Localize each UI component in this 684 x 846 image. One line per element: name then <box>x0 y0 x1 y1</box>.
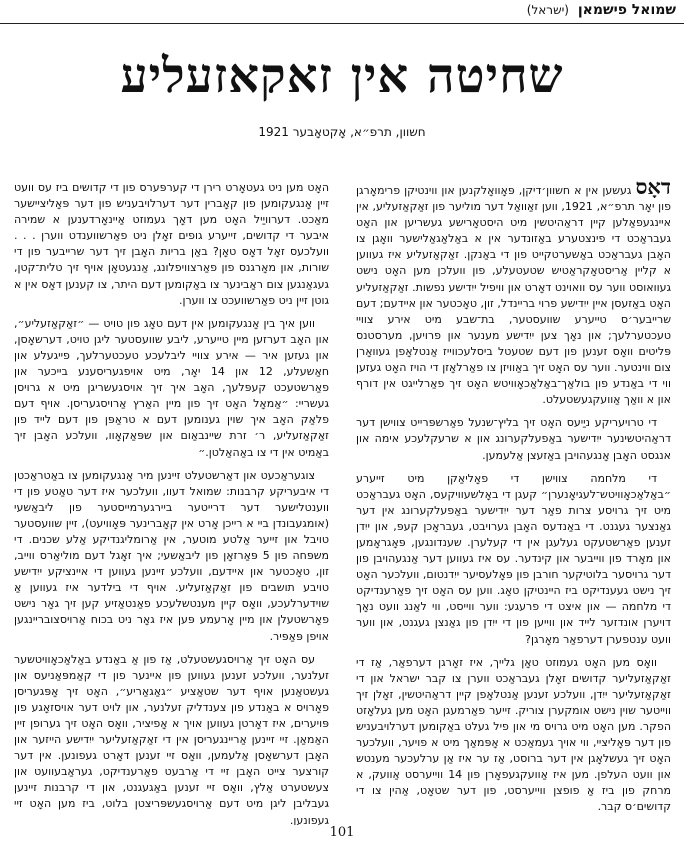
drop-cap: דאָס <box>635 180 671 199</box>
paragraph: וואָס מען האָט געמוזט טאָן גלייך, איז זאָרגן דערפאַר, אַז די זאַקאַזעליער קדושים זאָלן געבראַכט ווערן צו קבר ישראל און די זאַקאַזעליער ייִדן, וועלכע זענען אַנטלאָפן קיין דראַהיטשין, זאָלן זיך ווייטער שוין נישט אומקערן צוריק. זייער פאַרמעגן האָט מען געלאָזט הפקר. מען האָט מיט גרויס מי און פיל געלט באַקומען דערלויבעניש פון דער פּאָליציי, ווי אויך געמאַכט א אָפּמאַך מיט א פויער, וועלכער האָט זיך געשלאָגן אין דער ברוסט, אַז ער איז אַן ערלעכער מענטש און וועט העלפן. מען איז אַוועקגעפאָרן פון 14 ווייערסט אַוועק, א מרחק פון ביז אַ פופצן ווייערסט, פון דער שטאָט, אַהין צו די קדושים׳ס קבר. <box>356 655 671 814</box>
author-name: שמואל פישמאן <box>577 2 676 18</box>
page-number: 101 <box>329 825 355 840</box>
text-column-right <box>356 180 671 825</box>
header-rule <box>0 23 684 24</box>
paragraph: די טרויעריקע ניַיעס האָט זיך בליץ־שנעל פאַרשפּרייט צווישן דער דראַהיטשינער ייִדישער באַפעלקערונג און א שרעקלעכע אימה און אנגסט האָבן אָנגעהויבן באַזעצן אַלעמען. <box>356 416 671 462</box>
paragraph-text: געשען אין א חשוון׳דיקן, פּאָוואָלקנען און ווינטיקן פרימאָרגן פון יאָר תרפ״א, 1921, ווען זאַוואַל דער מוליער פון זאַקאַזעליע, אין איינגעפאַלען קיין דראַהיטשין מיט היסטאָרישע געשריען און האָט געבראַכט די פינצטערע באַזונדער אין א באַלאַגאַלישער וואָגן צו האָבן געבראַכט באַשערטקייט פון די באַנקן. זאַקאַזעליע איז געווען א קליין אַריסטאָקראַטיש שטעטעלע, פון וועלכן מען האָט נישט געוואוסט ווער עס וואוינט דאָרט און וויפיל ייִדישע נפשות. זאַקאַזעליע האָט באַזעסן איין ייִדישע פרוי בריינדל, זון, טאָכטער און איידעם; דעם שרייבער׳ס טייערע שוועסטער, בת־שבע מיט אירע צוויי טעכטערלעך; און נאָך צען ייִדישע מענער און פרויען, מערסטנס פּליטים וואָס זענען פון דעם שטעטל ביסלעכווייז אַנטלאָפן געוואָרן צום ווינטער. ווער עס האָט זיך באַוויזן צו פאַרלאָזן די הויז האָט געזען ווי די באַנדע פון בולאַך־באַלאַכאָוויטש האָט זיך פאַרלייגט אין דורף און א וואַך אַוועקגעשטעלט. <box>356 184 671 407</box>
paragraph: ווען איך בין אָנגעקומען אין דעם טאָג פון טויט — ״זאַקאַזעליע״, און האָב דערזען מיין טייערע, ליבע שוועסטער ליגן טויט, דערשאָסן, און געזען איר — אירע צוויי ליבלעכע טעכטערלעך, פייגעלע און חאַשעלע, 12 און 14 יאָר, מיט אויפגעריסענע בייכער און פאַרשטעכט קעפּלעך, האָב איך זיך אויסגעשריגן מיט א גרויסן געשריי: ״אַמאָל האָט זיך פון מיין האַרץ אַרויסגעריסן. אויף דעם פלאַק האָב איך שוין גענומען דעם א טראַפּן פון דעם לייד פון זאַקאַזעליע, ר׳ זרת שיינבאַום און שפּאַקאָוו, וועלכע האָבן זיך באַמיט אין די צו באַהאַלטן.״ <box>14 316 329 459</box>
text-column-left <box>14 180 329 825</box>
paragraph: האָט מען ניט געטאָרט רירן די קערפּערס פון די קדושים ביז עס וועט זיין אָנגעקומען פון קאָברין דער דערלויבעניש פון דער פּאָליציישער מאַכט. דערוויַיל האָט מען דאָך געמוזט אַיינאָרדענען א שמירה איבער די קדושים, זייערע גופים זאָלן ניט פאַרשווענדט ווערן . . . וועלכעס זאָל דאָס טאָן? באַן בריות האָבן זיך דער שרייבער פון די שורות, און מאָרגנס פון פאַרצוויפלונג, אַנגעטאָן אויף זיך טלית־קטן, געגאַנגען צום ראַבינער צו באַקומען דעם היתר, צו קענען דאָס אין א גוטן זיין ניט פאַרשוועכט צו ווערן. <box>14 181 329 307</box>
paragraph: צוגעראַכעט און דאַרשטעלט זיינען מיר אָנגעקומען צו באַטראַכטן די איבעריקע קרבנות: שמואל דעוו, וועלכער איז דער טאַטע פון די ווענטלישער דער דרייטער ביירגערמייסטער פון ליבאַשעי (אומגעבונדן ביי א רייכן אָרט אין קאָברינער פּאָוויעט), זיין שוועסטער טויבל און זייער אַלטע מוטער, אין אַרומליגנדיקע אַלע שכנים. די משפּחה פון 5 פּאַרזאָן פון ליבאַשעי; איך זאָגל דעם מוליאַרס ווייב, זון, טאָכטער און איידעם, וועלכע זיינען געווען די איינציקע ייִדישע טויבע תושבים פון זאַקאַזעליע. אויף די בילדער איז געווען אַ שוידערלעכע, וואָס קיין מענטשלעכע פאַנטאַזיע קען זיך גאָר נישט פאָרשטעלן און מיין אָרעמע פּען איז גאָר ניט בכוח אַרויסצובריינגען אויפן פּאַפּיר. <box>14 468 329 643</box>
article-title: שחיטה אין זאקאזעליע <box>120 48 564 104</box>
paragraph: די מלחמה צווישן די פאָליאַקן מיט זייערע ״באַלאַכאָוויטש־לעגיאָנערן״ קעגן די באָלשעוויקעס, האָט געבראַכט מיט זיך גרויסע צרות פאַר דער ייִדישער באַפעלקערונג אין דער גאַנצער געגנט. די באַנדעס האָבן גערויבט, געבראָכן קעפּ, און ייִדן זענען פאַרשטעקט געלעגן אין די קעלערן. שענדונגען, פּאָגראָמען און מאָרד פון ווייבער און קינדער. עס איז געווען דער אַנגעהויבן פון דער גרויסער בלוטיקער חורבן פון פּאָלעסיער ייִדנטום, וועלכער האָט זיך נישט געענדיקט ביז היינטיקן טאָג. ווען עס האָט זיך פאַרענדיקט די מלחמה — און איצט די פרעגע: ווער ווייסט, ווי לאַנג וועט נאָך דויערן אונדזער לייד און ווייען פון די ייִדן פון גאַנצן געגנט, און ווער וועט ענטפערן דערפאַר מאָרגן? <box>356 471 671 646</box>
article-dateline: חשוון, תרפ״א, אָקטאָבער 1921 <box>258 125 426 139</box>
paragraph: עס האָט זיך אַרויסגעשטעלט, אַז פון אַ באַנדע באַלאַכאָוויטשער זעלנער, וועלכע זענען געווען פון איינער פון די קאַמפּאַניעס און געשטאַנען אויף דער שטאַציע ״גאַגאַריע״, האָט זיך אָפּגעריסן פאָרויס א באַנדע פון צענדליק זעלנער, און לויט דער אויסזאָגע פון פּויערים, איז דאָרטן געווען אויך א אָפיציר, וואָס האָט זיך גערופן זיין האַמאַן. זיי זיינען אַריינגעריסן אין די זאַקאַזעליער ייִדישע הייזער און האָבן דערשאָסן אַלעמען, וואָס זיי זענען דאָרט געפונען. אין דער קורצער צייט האָבן זיי די אַרבעט פאַרענדיקט, געראַבעוועט און צעשטערט אַלץ, וואָס זיי זענען באַגעגנט, און די קרבנות זיינען געבליבן ליגן מיט דעם אַרויסגעשפּריצטן בלוט, ביז מען האָט זיי געפונען. <box>14 652 329 825</box>
author-country: (ישראל) <box>526 3 569 17</box>
paragraph <box>356 180 671 408</box>
running-head <box>396 2 676 22</box>
